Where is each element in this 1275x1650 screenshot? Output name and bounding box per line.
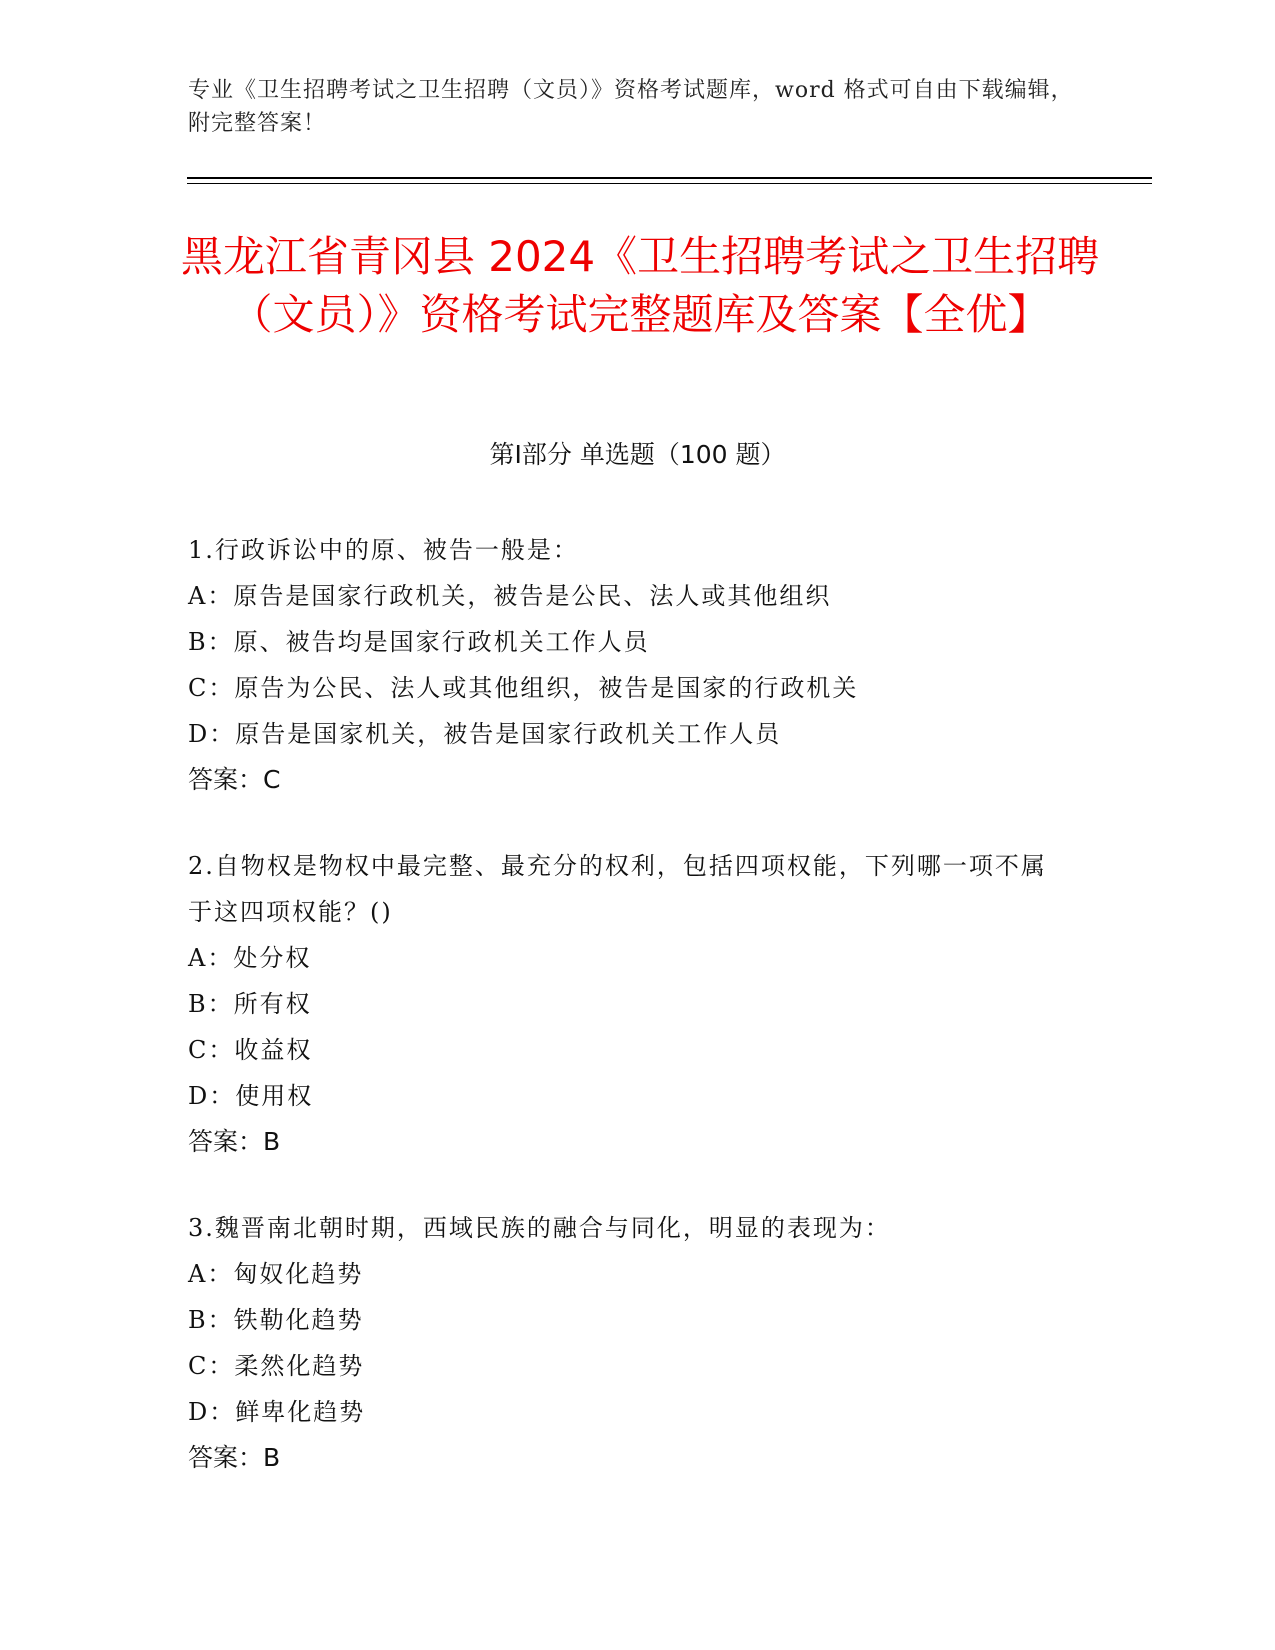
option-b: B：铁勒化趋势 xyxy=(188,1306,364,1334)
question-2 xyxy=(188,843,1068,1165)
option-d: D：使用权 xyxy=(188,1082,314,1110)
option-d: D：鲜卑化趋势 xyxy=(188,1398,366,1426)
option-c: C：原告为公民、法人或其他组织，被告是国家的行政机关 xyxy=(188,674,859,702)
header-rule-thin xyxy=(187,183,1152,184)
section-title: 第Ⅰ部分 单选题（100 题） xyxy=(489,440,786,469)
document-title: 黑龙江省青冈县 2024《卫生招聘考试之卫生招聘（文员）》资格考试完整题库及答案【全优】 xyxy=(180,232,1100,339)
option-d: D：原告是国家机关，被告是国家行政机关工作人员 xyxy=(188,720,782,748)
question-stem: 2.自物权是物权中最完整、最充分的权利，包括四项权能，下列哪一项不属于这四项权能？() xyxy=(188,852,1047,926)
answer: 答案：C xyxy=(188,765,281,794)
option-c: C：柔然化趋势 xyxy=(188,1352,365,1380)
question-3 xyxy=(188,1205,1068,1481)
option-b: B：原、被告均是国家行政机关工作人员 xyxy=(188,628,650,656)
option-a: A：原告是国家行政机关，被告是公民、法人或其他组织 xyxy=(188,582,832,610)
option-a: A：匈奴化趋势 xyxy=(188,1260,364,1288)
header-note: 专业《卫生招聘考试之卫生招聘（文员）》资格考试题库，word 格式可自由下载编辑，附完整答案！ xyxy=(188,78,1074,136)
question-list xyxy=(188,527,1068,1521)
answer: 答案：B xyxy=(188,1443,281,1472)
option-b: B：所有权 xyxy=(188,990,312,1018)
question-stem: 1.行政诉讼中的原、被告一般是： xyxy=(188,536,579,564)
question-1 xyxy=(188,527,1068,803)
question-stem: 3.魏晋南北朝时期，西域民族的融合与同化，明显的表现为： xyxy=(188,1214,891,1242)
answer: 答案：B xyxy=(188,1127,281,1156)
header-rule-thick xyxy=(187,177,1152,179)
option-a: A：处分权 xyxy=(188,944,312,972)
option-c: C：收益权 xyxy=(188,1036,313,1064)
